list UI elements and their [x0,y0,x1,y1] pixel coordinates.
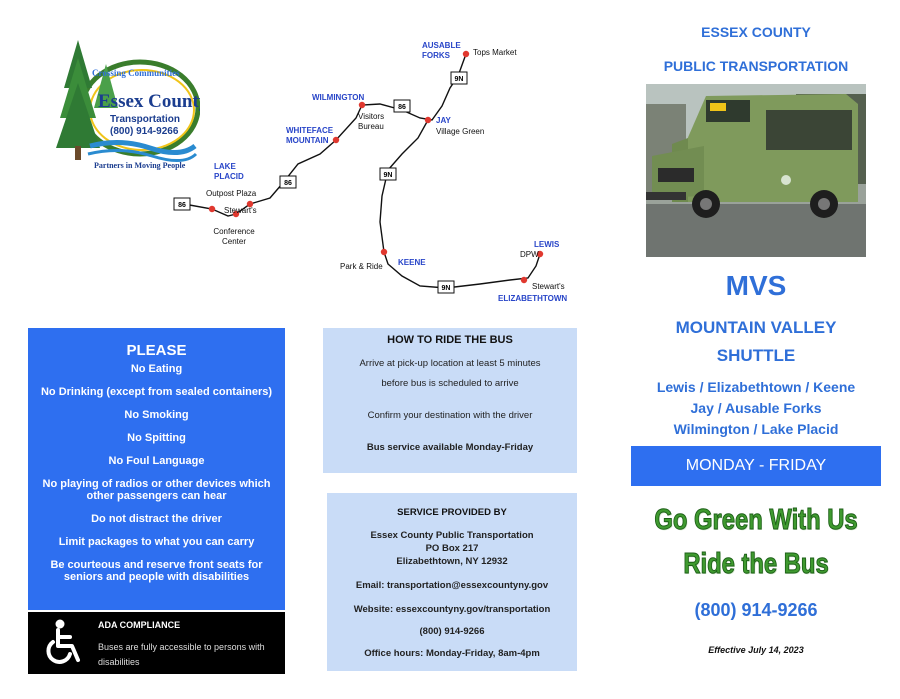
svg-text:9N: 9N [441,285,451,292]
svg-text:9N: 9N [383,172,393,179]
service-po: PO Box 217 [425,543,479,554]
shuttle-name-line1: MOUNTAIN VALLEY [675,318,837,337]
place-tops-market: Tops Market [473,48,517,57]
stops-line2: Jay / Ausable Forks [690,400,822,416]
slogan-go-green: Go Green With Us [654,504,858,536]
logo-phone: (800) 914-9266 [110,126,179,137]
stop-outpost-plaza [209,206,215,212]
service-org: Essex County Public Transportation [370,530,534,541]
ada-compliance-box [28,612,285,674]
town-lewis: LEWIS [534,240,560,249]
rule-item: No Drinking (except from sealed containers) [40,386,273,398]
place-dpw: DPW [520,250,539,259]
place-stewarts-etown: Stewart's [532,282,565,291]
route-shield-86-wilmington [394,100,410,112]
stop-jay-village-green [425,117,431,123]
place-outpost-plaza: Outpost Plaza [206,189,257,198]
stop-park-ride [381,249,387,255]
stops-list [630,377,882,440]
rules-panel [28,328,285,610]
place-conference-center: Conference Center [213,227,255,246]
slogan-ride-bus: Ride the Bus [683,548,829,580]
how-to-line3: Confirm your destination with the driver [367,410,533,421]
place-visitors-bureau: Visitors Bureau [358,112,385,131]
rule-item: No Spitting [127,432,186,444]
svg-text:86: 86 [284,180,292,187]
phone-number[interactable]: (800) 914-9266 [694,600,818,620]
county-heading: ESSEX COUNTY [701,24,811,40]
stops-line1: Lewis / Elizabethtown / Keene [656,379,856,395]
place-stewarts-lp: Stewart's [224,206,257,215]
town-keene: KEENE [398,258,426,267]
rule-item: Do not distract the driver [91,513,222,525]
stops-line3: Wilmington / Lake Placid [673,421,839,437]
svg-text:86: 86 [398,104,406,111]
town-whiteface-mountain: WHITEFACE MOUNTAIN [286,126,334,145]
route-shield-9n-north [451,72,467,84]
days-banner: MONDAY - FRIDAY [631,446,881,486]
service-hours: Office hours: Monday-Friday, 8am-4pm [364,648,540,659]
route-shield-86-west [174,198,190,210]
service-city: Elizabethtown, NY 12932 [396,556,508,567]
place-village-green: Village Green [436,127,485,136]
logo-name: Essex County [98,91,200,112]
how-to-line2: before bus is scheduled to arrive [381,378,519,389]
mountain-valley-shuttle-title [630,314,882,370]
rules-title: PLEASE [126,342,187,359]
service-title: SERVICE PROVIDED BY [397,507,507,518]
logo-tagline: Partners in Moving People [94,161,186,170]
how-to-ride-panel [323,328,577,473]
rule-item: Be courteous and reserve front seats for seniors and people with disabilities [50,559,263,583]
rule-item: Limit packages to what you can carry [58,536,255,548]
svg-text:86: 86 [178,202,186,209]
effective-date: Effective July 14, 2023 [708,645,804,655]
stop-tops-market [463,51,469,57]
place-park-ride: Park & Ride [340,262,383,271]
service-provider-panel [327,493,577,671]
service-email[interactable]: Email: transportation@essexcountyny.gov [355,580,549,591]
town-lake-placid: LAKE PLACID [214,162,244,181]
mvs-title: MVS [725,270,787,301]
ada-title: ADA COMPLIANCE [98,620,181,630]
svg-text:9N: 9N [454,76,464,83]
route-shield-86-lp [280,176,296,188]
rule-item: No Eating [130,363,183,375]
service-website[interactable]: Website: essexcountyny.gov/transportation [353,604,551,615]
ada-text: Buses are fully accessible to persons with disabilities [98,642,265,667]
rule-item: No Smoking [124,409,189,421]
how-to-title: HOW TO RIDE THE BUS [387,334,513,346]
route-shield-9n-south [438,281,454,293]
public-transportation-heading: PUBLIC TRANSPORTATION [663,58,849,74]
town-jay: JAY [436,116,451,125]
town-ausable-forks: AUSABLE FORKS [422,41,461,60]
town-elizabethtown: ELIZABETHTOWN [498,294,568,303]
route-map [170,36,590,316]
how-to-line4: Bus service available Monday-Friday [366,442,534,453]
wheelchair-icon [40,618,90,668]
logo-top-text: Crossing Communities [92,68,180,78]
how-to-line1: Arrive at pick-up location at least 5 minutes [359,358,541,369]
stop-stewarts-etown [521,277,527,283]
route-shield-9n-mid [380,168,396,180]
service-phone[interactable]: (800) 914-9266 [419,626,485,637]
logo-subtitle: Transportation [110,114,181,125]
town-wilmington: WILMINGTON [312,93,365,102]
shuttle-name-line2: SHUTTLE [716,346,796,365]
bus-photo [646,84,866,257]
rule-item: No Foul Language [108,455,205,467]
rule-item: No playing of radios or other devices which other passengers can hear [42,478,271,502]
